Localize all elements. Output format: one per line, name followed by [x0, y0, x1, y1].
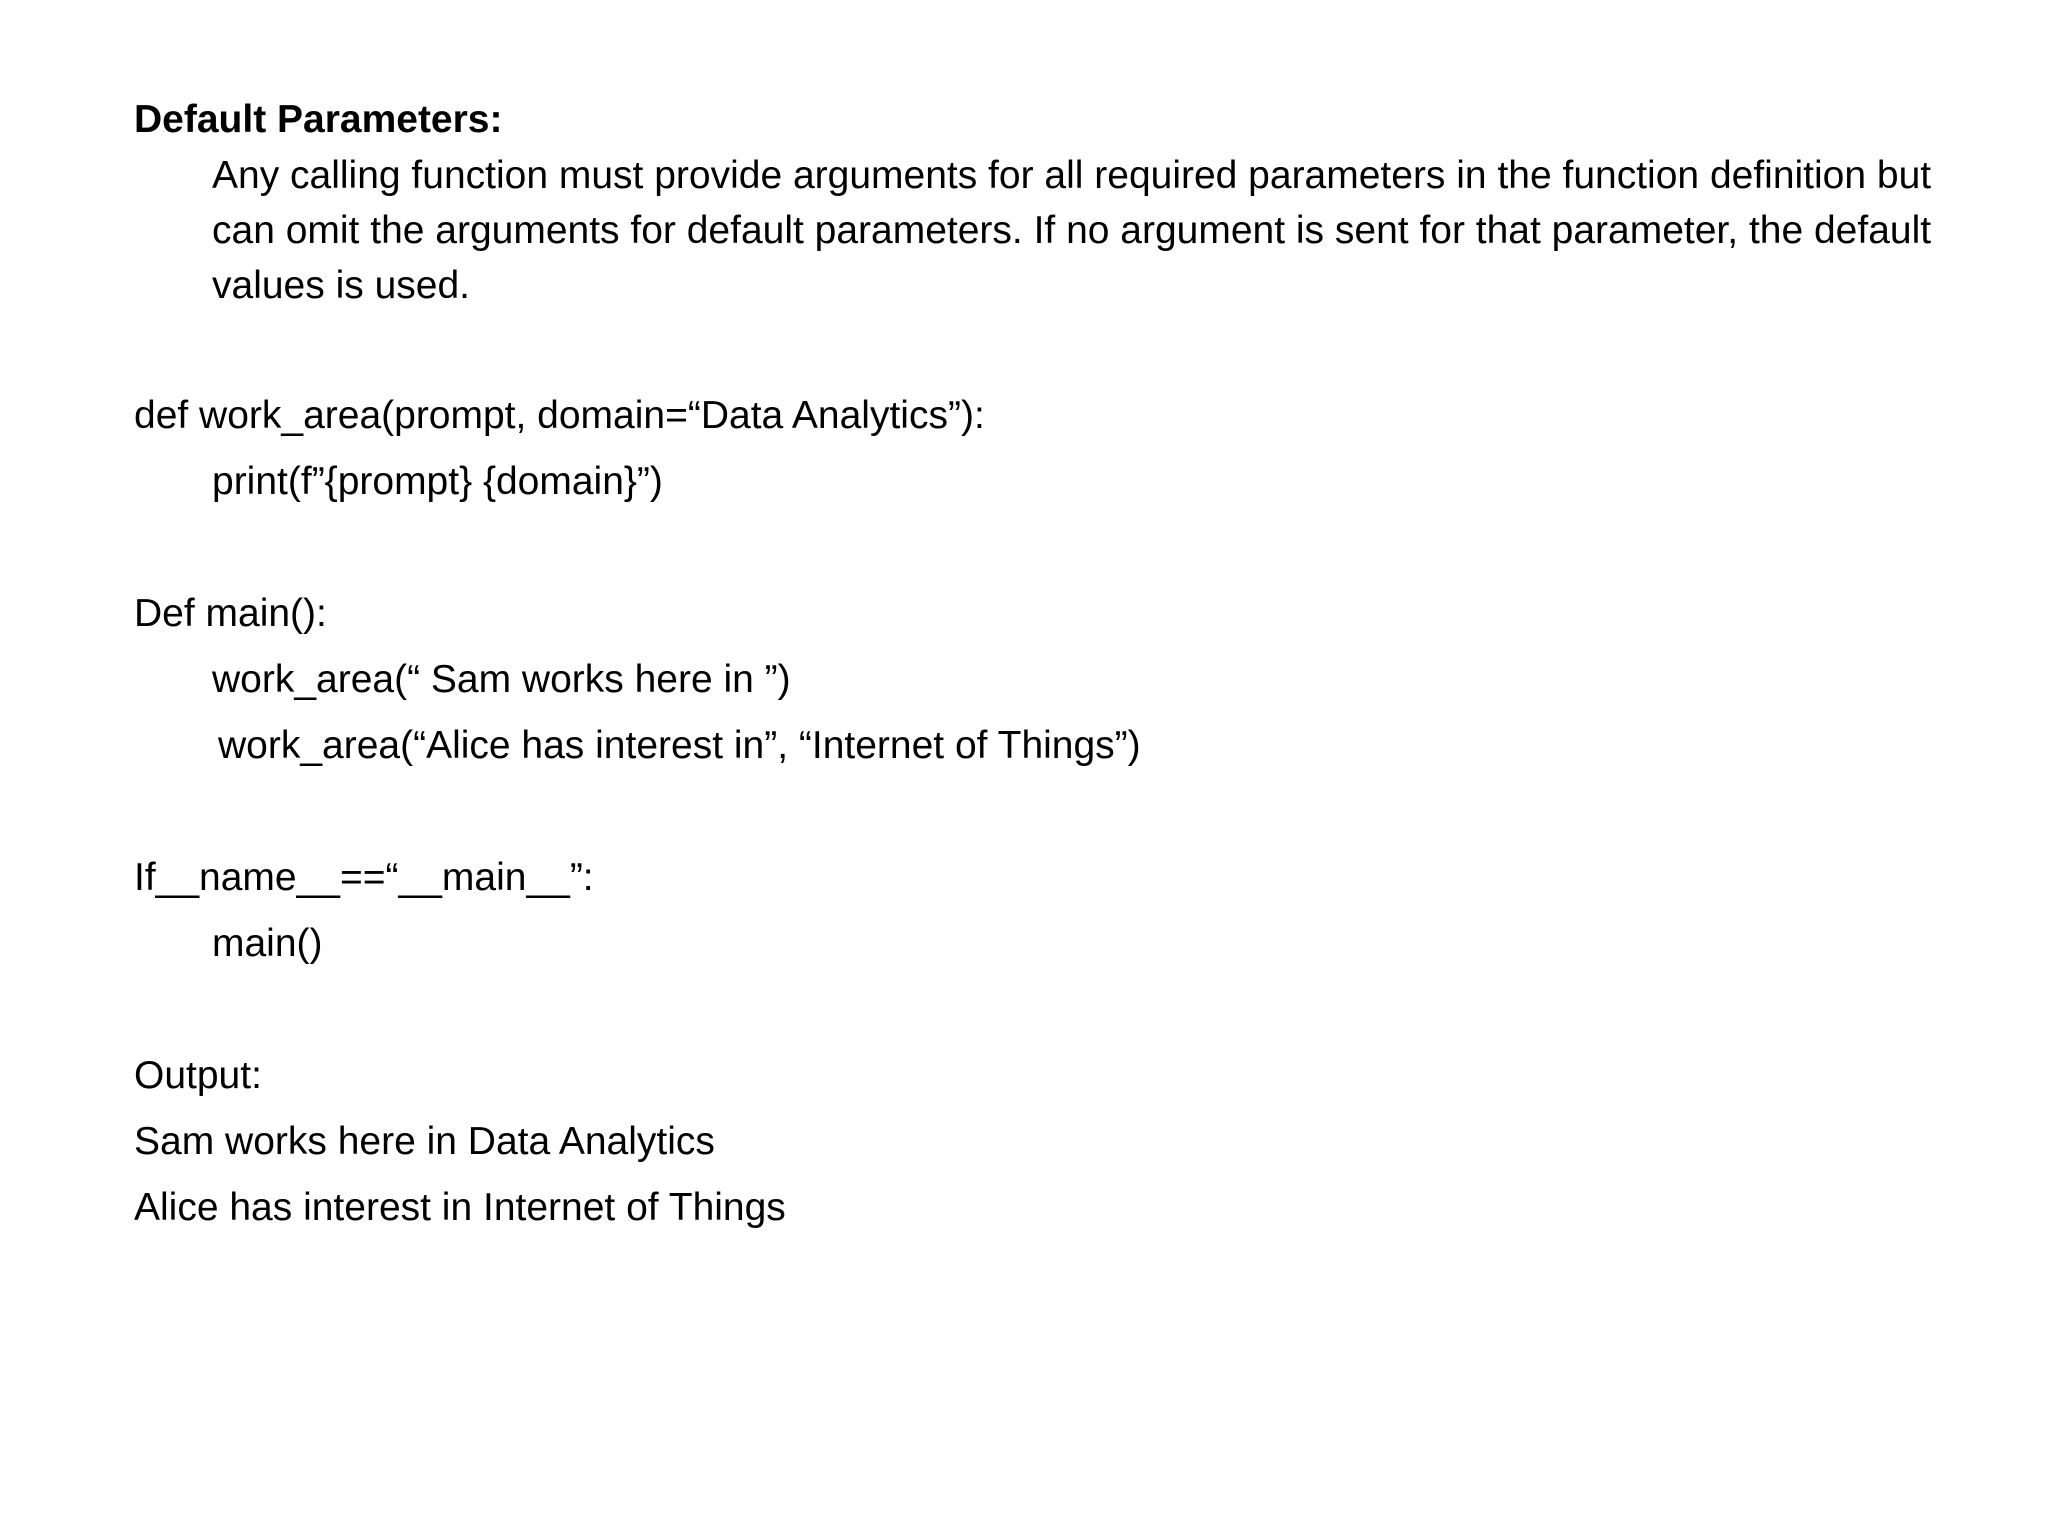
code-line-call-alice: work_area(“Alice has interest in”, “Internet of Things”) [218, 724, 1141, 767]
code-line-def-main: Def main(): [134, 592, 327, 635]
output-line-sam: Sam works here in Data Analytics [134, 1120, 715, 1163]
code-line-print: print(f”{prompt} {domain}”) [212, 460, 663, 503]
code-line-def-work-area: def work_area(prompt, domain=“Data Analytics”): [134, 394, 985, 437]
output-label: Output: [134, 1054, 262, 1097]
output-line-alice: Alice has interest in Internet of Things [134, 1186, 786, 1229]
description-paragraph: Any calling function must provide arguments for all required parameters in the function definition but can omit the arguments for default parameters. If no argument is sent for that parameter, the default values is used. [212, 154, 1932, 307]
slide-heading: Default Parameters: [134, 98, 503, 141]
code-line-if-name-main: If__name__==“__main__”: [134, 856, 594, 899]
code-line-main-call: main() [212, 922, 323, 965]
code-line-call-sam: work_area(“ Sam works here in ”) [212, 658, 791, 701]
